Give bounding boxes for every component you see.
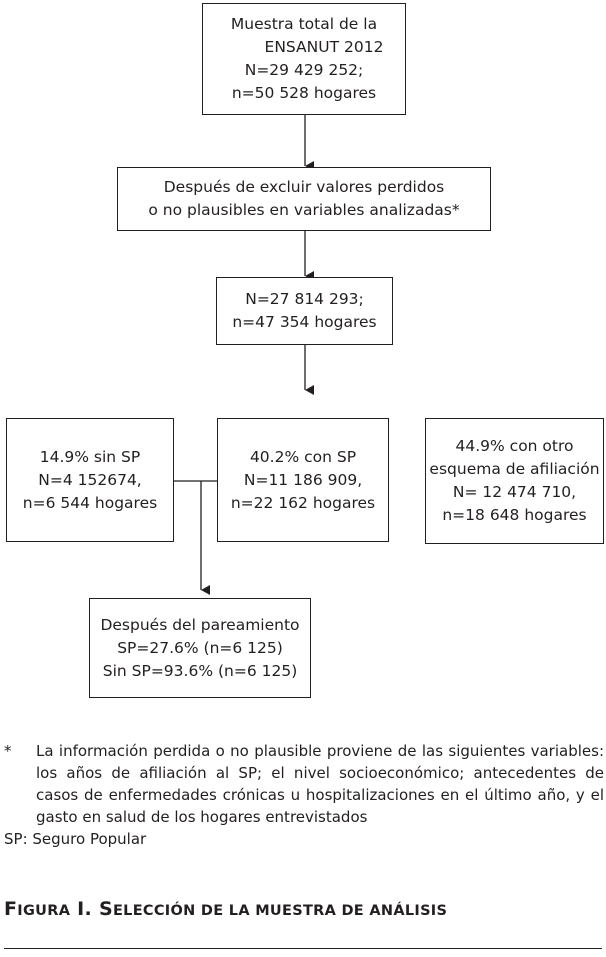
- box-con-sp-line1: 40.2% con SP: [249, 447, 357, 466]
- box-sin-sp-line1: 14.9% sin SP: [39, 447, 141, 466]
- box-total-line4: n=50 528 hogares: [231, 84, 377, 102]
- box-muestra-total: [202, 3, 406, 115]
- box-pareamiento: [89, 598, 311, 698]
- footnote-asterisk-mark: *: [4, 742, 12, 760]
- box-sin-sp-line3: n=6 544 hogares: [22, 493, 158, 512]
- box-exclusion-line1: Después de excluir valores perdidos: [163, 178, 445, 196]
- box-con-sp: [217, 418, 389, 542]
- box-pareamiento-line2: SP=27.6% (n=6 125): [117, 638, 283, 657]
- box-con-sp-line2: N=11 186 909,: [243, 470, 363, 489]
- figure-caption: [4, 898, 447, 920]
- box-total-line3: N=29 429 252;: [244, 61, 364, 79]
- footnote-asterisk: [4, 740, 604, 828]
- box-pareamiento-line1: Después del pareamiento: [100, 615, 300, 634]
- caption-f-initial: F: [4, 898, 18, 920]
- caption-figura-rest: IGURA: [17, 903, 71, 919]
- caption-title-rest: ELECCIÓN DE LA MUESTRA DE ANÁLISIS: [112, 903, 448, 919]
- box-remaining: [216, 277, 393, 345]
- box-exclusion-line2: o no plausibles en variables analizadas*: [148, 201, 460, 219]
- box-sin-sp: [6, 418, 174, 542]
- box-otro-esquema: [425, 418, 604, 544]
- box-exclusion: [117, 167, 491, 231]
- footnote-asterisk-text: La información perdida o no plausible proviene de las siguientes variables: los años de afiliación al SP; el nivel socioeconómico; antecedentes de casos de enfermedades crónicas u hospitalizaciones en el último año, y el gasto en salud de los hogares entrevistados: [36, 742, 604, 826]
- caption-number: I.: [70, 898, 99, 920]
- bottom-divider: [4, 948, 602, 949]
- box-otro-line3: N= 12 474 710,: [452, 483, 577, 501]
- box-otro-line1: 44.9% con otro: [455, 437, 574, 455]
- box-remaining-line2: n=47 354 hogares: [232, 313, 377, 331]
- caption-s-initial: S: [98, 898, 113, 920]
- box-con-sp-line3: n=22 162 hogares: [230, 493, 376, 512]
- box-sin-sp-line2: N=4 152674,: [38, 470, 142, 489]
- footnote-sp: SP: Seguro Popular: [4, 830, 147, 848]
- box-remaining-line1: N=27 814 293;: [245, 290, 364, 308]
- box-total-line2: ENSANUT 2012: [264, 38, 384, 56]
- box-otro-line2: esquema de afiliación: [429, 460, 600, 478]
- box-total-line1: Muestra total de la: [230, 15, 378, 33]
- box-pareamiento-line3: Sin SP=93.6% (n=6 125): [102, 661, 298, 680]
- box-otro-line4: n=18 648 hogares: [442, 506, 587, 524]
